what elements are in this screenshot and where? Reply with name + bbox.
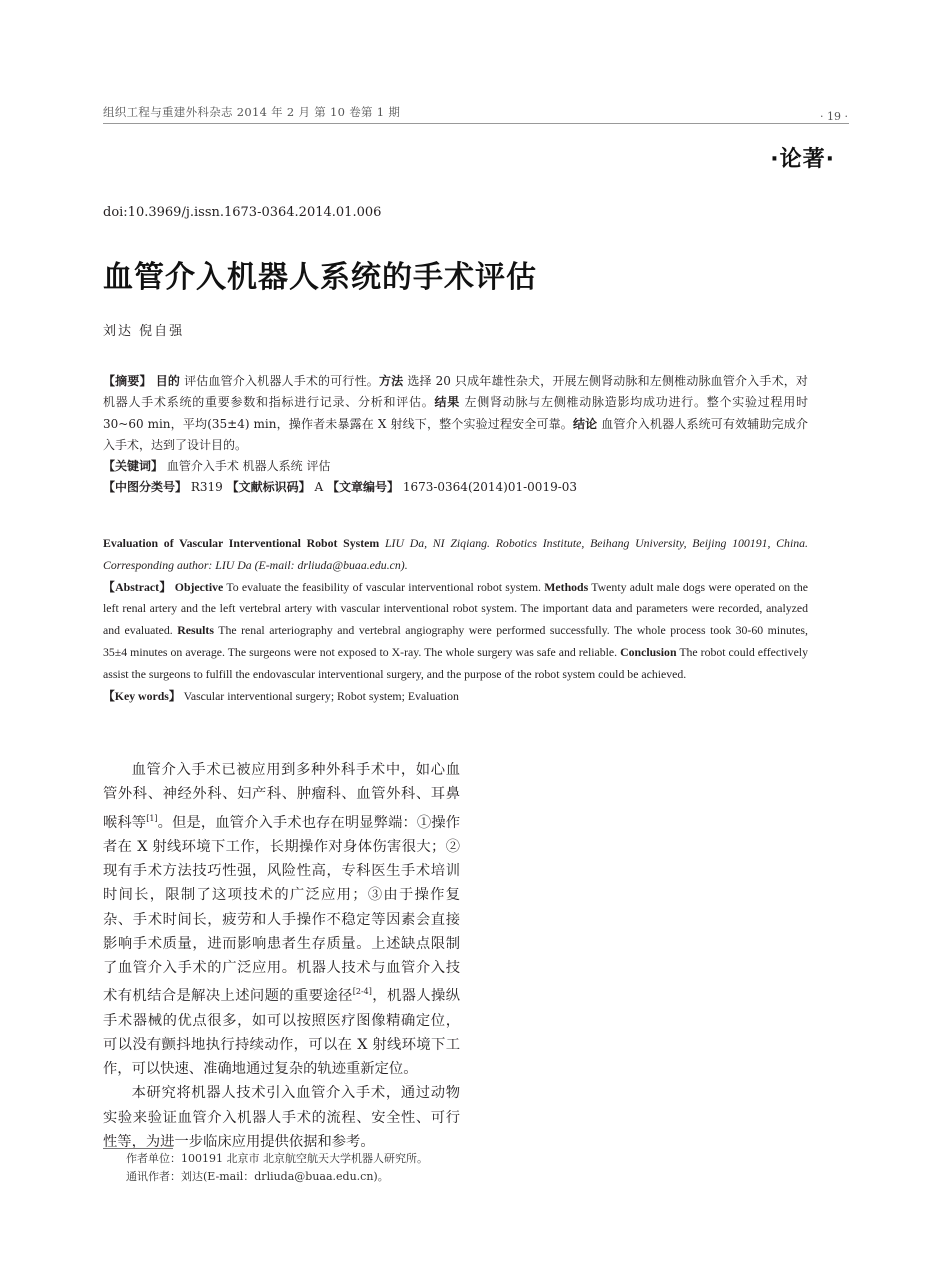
cn-keywords: 血管介入手术 机器人系统 评估 (166, 459, 331, 474)
cn-abstract-label: 【摘要】 (103, 374, 152, 388)
header-rule (103, 123, 849, 124)
cn-conclusion-label: 结论 (572, 416, 598, 431)
footnote-rule (103, 1148, 173, 1149)
section-tag: ·论著· (770, 147, 835, 172)
en-objective-label: Objective (174, 579, 224, 594)
cn-conclusion: 血管介入机器人系统可有效辅助完成介入手术，达到了设计目的。 (103, 416, 808, 452)
footnote-correspondence: 通讯作者：刘达(E-mail：drliuda@buaa.edu.cn)。 (126, 1170, 389, 1183)
en-keywords-line (103, 686, 808, 708)
cn-results: 左侧肾动脉与左侧椎动脉造影均成功进行。整个实验过程用时 30~60 min，平均(35±4) min，操作者未暴露在 X 射线下，整个实验过程安全可靠。 (103, 395, 808, 431)
authors: 刘达 倪自强 (103, 324, 185, 339)
en-keywords-label: 【Key words】 (103, 688, 181, 703)
doi[interactable]: doi:10.3969/j.issn.1673-0364.2014.01.006 (103, 205, 382, 220)
article-no-value: 1673-0364(2014)01-0019-03 (402, 480, 578, 495)
en-results: The renal arteriography and vertebral angiography were performed successfully. The whole process took 30-60 minutes, 35±4 minutes on average. The surgeons were not exposed to X-ray. The whole surgery was safe and reliable. (103, 623, 808, 659)
intro-paragraph-1 (103, 758, 460, 1081)
cn-objective: 评估血管介入机器人手术的可行性。 (184, 374, 379, 388)
cn-keywords-line (103, 456, 808, 477)
intro-text-b: 。但是，血管介入手术也存在明显弊端：①操作者在 X 射线环境下工作，长期操作对身体伤害很大；②现有手术方法技巧性强，风险性高，专科医生手术培训时间长，限制了这项技术的广泛应用；③由于操作复杂、手术时间长，疲劳和人手操作不稳定等因素会直接影响手术质量，进而影响患者生存质量。上述缺点限制了血管介入手术的广泛应用。机器人技术与血管介入技术有机结合是解决上述问题的重要途径 (103, 814, 461, 1005)
en-conclusion: The robot could effectively assist the surgeons to fulfill the endovascular interventional surgery, and the purpose of the robot system could be achieved. (103, 644, 808, 681)
footnote-affiliation: 作者单位：100191 北京市 北京航空航天大学机器人研究所。 (126, 1152, 428, 1165)
english-abstract (103, 533, 808, 707)
citation-ref[interactable]: [2-4] (352, 987, 372, 997)
intro-paragraph-2: 本研究将机器人技术引入血管介入手术，通过动物实验来验证血管介入机器人手术的流程、安全性、可行性等，为进一步临床应用提供依据和参考。 (103, 1085, 460, 1150)
doc-code-label: 【文献标识码】 (226, 480, 311, 495)
page-number: · 19 · (820, 110, 848, 123)
en-objective: To evaluate the feasibility of vascular interventional robot system. (226, 579, 541, 594)
en-conclusion-label: Conclusion (620, 644, 677, 659)
cn-keywords-label: 【关键词】 (103, 459, 164, 474)
cn-results-label: 结果 (434, 395, 460, 410)
en-methods: Twenty adult male dogs were operated on the left renal artery and the left vertebral artery with vascular interventional robot system. The important data and parameters were recorded, analyzed and evaluated. (103, 579, 808, 638)
footnote (126, 1150, 466, 1186)
en-methods-label: Methods (544, 579, 589, 594)
body-column-left (103, 758, 460, 1154)
cn-abstract-body (103, 371, 808, 456)
running-head: 组织工程与重建外科杂志 2014 年 2 月 第 10 卷第 1 期 (103, 105, 401, 119)
en-results-label: Results (177, 623, 214, 638)
clc-label: 【中图分类号】 (103, 480, 188, 495)
cn-methods-label: 方法 (378, 374, 404, 388)
clc-value: R319 (190, 480, 223, 495)
article-no-label: 【文章编号】 (326, 480, 399, 495)
cn-objective-label: 目的 (155, 374, 181, 388)
en-title-line (103, 533, 808, 577)
article-title: 血管介入机器人系统的手术评估 (103, 260, 537, 295)
en-affiliation: LIU Da, NI Ziqiang. Robotics Institute, Beihang University, Beijing 100191, China. Corresponding author: LIU Da (E-mail: drliuda@buaa.edu.cn). (103, 536, 808, 572)
intro-text-a: 血管介入手术已被应用到多种外科手术中，如心血管外科、神经外科、妇产科、肿瘤科、血管外科、耳鼻喉科等 (103, 762, 460, 831)
en-title: Evaluation of Vascular Interventional Robot System (103, 536, 380, 550)
citation-ref[interactable]: [1] (146, 813, 158, 823)
cn-classification-line (103, 477, 808, 498)
en-abstract-body (103, 577, 808, 686)
intro-text-c: ，机器人操纵手术器械的优点很多，如可以按照医疗图像精确定位，可以没有颤抖地执行持续动作，可以在 X 射线环境下工作，可以快速、准确地通过复杂的轨迹重新定位。 (103, 988, 461, 1078)
en-keywords: Vascular interventional surgery; Robot system; Evaluation (183, 688, 459, 703)
chinese-abstract (103, 371, 808, 499)
en-abstract-label: 【Abstract】 (103, 579, 172, 594)
cn-methods: 选择 20 只成年雄性杂犬，开展左侧肾动脉和左侧椎动脉血管介入手术，对机器人手术系统的重要参数和指标进行记录、分析和评估。 (103, 374, 808, 410)
doc-code-value: A (314, 480, 324, 495)
